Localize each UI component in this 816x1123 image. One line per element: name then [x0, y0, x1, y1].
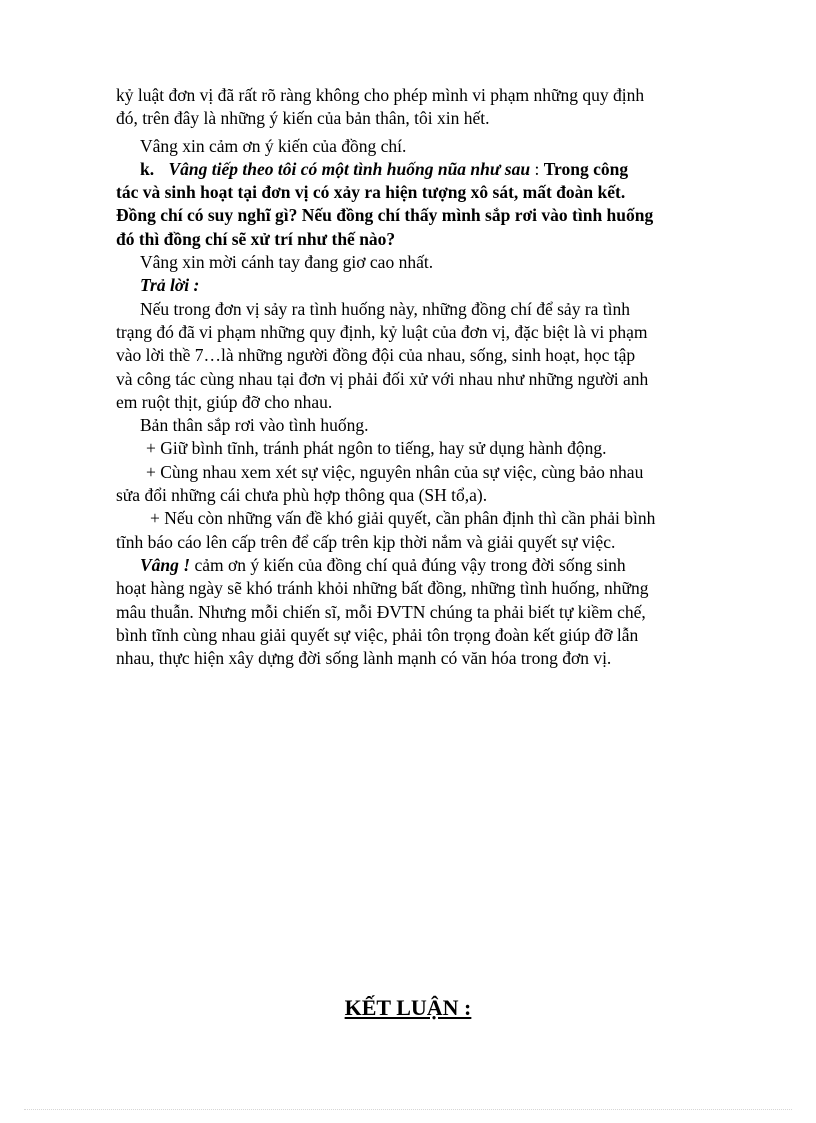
bullet-line: + Cùng nhau xem xét sự việc, nguyên nhân của sự việc, cùng bảo nhau — [146, 461, 644, 482]
question-text: Đồng chí có suy nghĩ gì? Nếu đồng chí thấy mình sắp rơi vào tình huống — [116, 205, 654, 226]
paragraph-line: vào lời thề 7…là những người đồng đội của nhau, sống, sinh hoạt, học tập — [116, 345, 636, 366]
question-text: tác và sinh hoạt tại đơn vị có xảy ra hiện tượng xô sát, mất đoàn kết. — [116, 182, 626, 203]
paragraph-line: em ruột thịt, giúp đỡ cho nhau. — [116, 391, 333, 412]
bullet-line: tĩnh báo cáo lên cấp trên để cấp trên kịp thời nắm và giải quyết sự việc. — [116, 531, 616, 552]
paragraph-line: nhau, thực hiện xây dựng đời sống lành mạnh có văn hóa trong đơn vị. — [116, 648, 612, 669]
paragraph-line: kỷ luật đơn vị đã rất rõ ràng không cho phép mình vi phạm những quy định — [116, 85, 645, 105]
paragraph-line: Vâng xin cảm ơn ý kiến của đồng chí. — [140, 135, 407, 156]
conclusion-heading: KẾT LUẬN : — [344, 995, 472, 1020]
paragraph-line: và công tác cùng nhau tại đơn vị phải đối xử với nhau như những người anh — [116, 368, 649, 389]
page-bottom-rule — [24, 1109, 792, 1110]
closing-text: cảm ơn ý kiến của đồng chí quả đúng vậy trong đời sống sinh — [190, 554, 626, 575]
paragraph-line: Vâng xin mời cánh tay đang giơ cao nhất. — [140, 252, 434, 273]
bullet-line: + Giữ bình tĩnh, tránh phát ngôn to tiếng, hay sử dụng hành động. — [146, 438, 607, 459]
question-text: đó thì đồng chí sẽ xử trí như thế nào? — [116, 228, 396, 249]
paragraph-line: Bản thân sắp rơi vào tình huống. — [140, 415, 369, 436]
question-k — [116, 158, 696, 181]
closing-label: Vâng ! — [140, 554, 191, 575]
paragraph-line: bình tĩnh cùng nhau giải quyết sự việc, phải tôn trọng đoàn kết giúp đỡ lẫn — [116, 624, 639, 645]
paragraph-line: đó, trên đây là những ý kiến của bản thân, tôi xin hết. — [116, 108, 490, 129]
closing-line — [116, 554, 696, 577]
question-intro: Vâng tiếp theo tôi có một tình huống nũa như sau — [168, 158, 531, 179]
body-text — [116, 84, 696, 670]
question-label: k. — [140, 158, 155, 179]
paragraph-line: Nếu trong đơn vị sảy ra tình huống này, những đồng chí để sảy ra tình — [140, 298, 631, 319]
question-text: Trong công — [543, 158, 629, 179]
paragraph-line: trạng đó đã vi phạm những quy định, kỷ luật của đơn vị, đặc biệt là vi phạm — [116, 321, 648, 342]
paragraph-line: hoạt hàng ngày sẽ khó tránh khỏi những bất đồng, những tình huống, những — [116, 578, 649, 599]
answer-label: Trả lời : — [140, 275, 200, 296]
bullet-line: sửa đổi những cái chưa phù hợp thông qua (SH tổ,a). — [116, 485, 488, 506]
question-colon: : — [530, 158, 544, 179]
paragraph-line: mâu thuẫn. Nhưng mỗi chiến sĩ, mỗi ĐVTN chúng ta phải biết tự kiềm chế, — [116, 601, 646, 622]
bullet-line: + Nếu còn những vấn đề khó giải quyết, cần phân định thì cần phải bình — [150, 508, 656, 529]
